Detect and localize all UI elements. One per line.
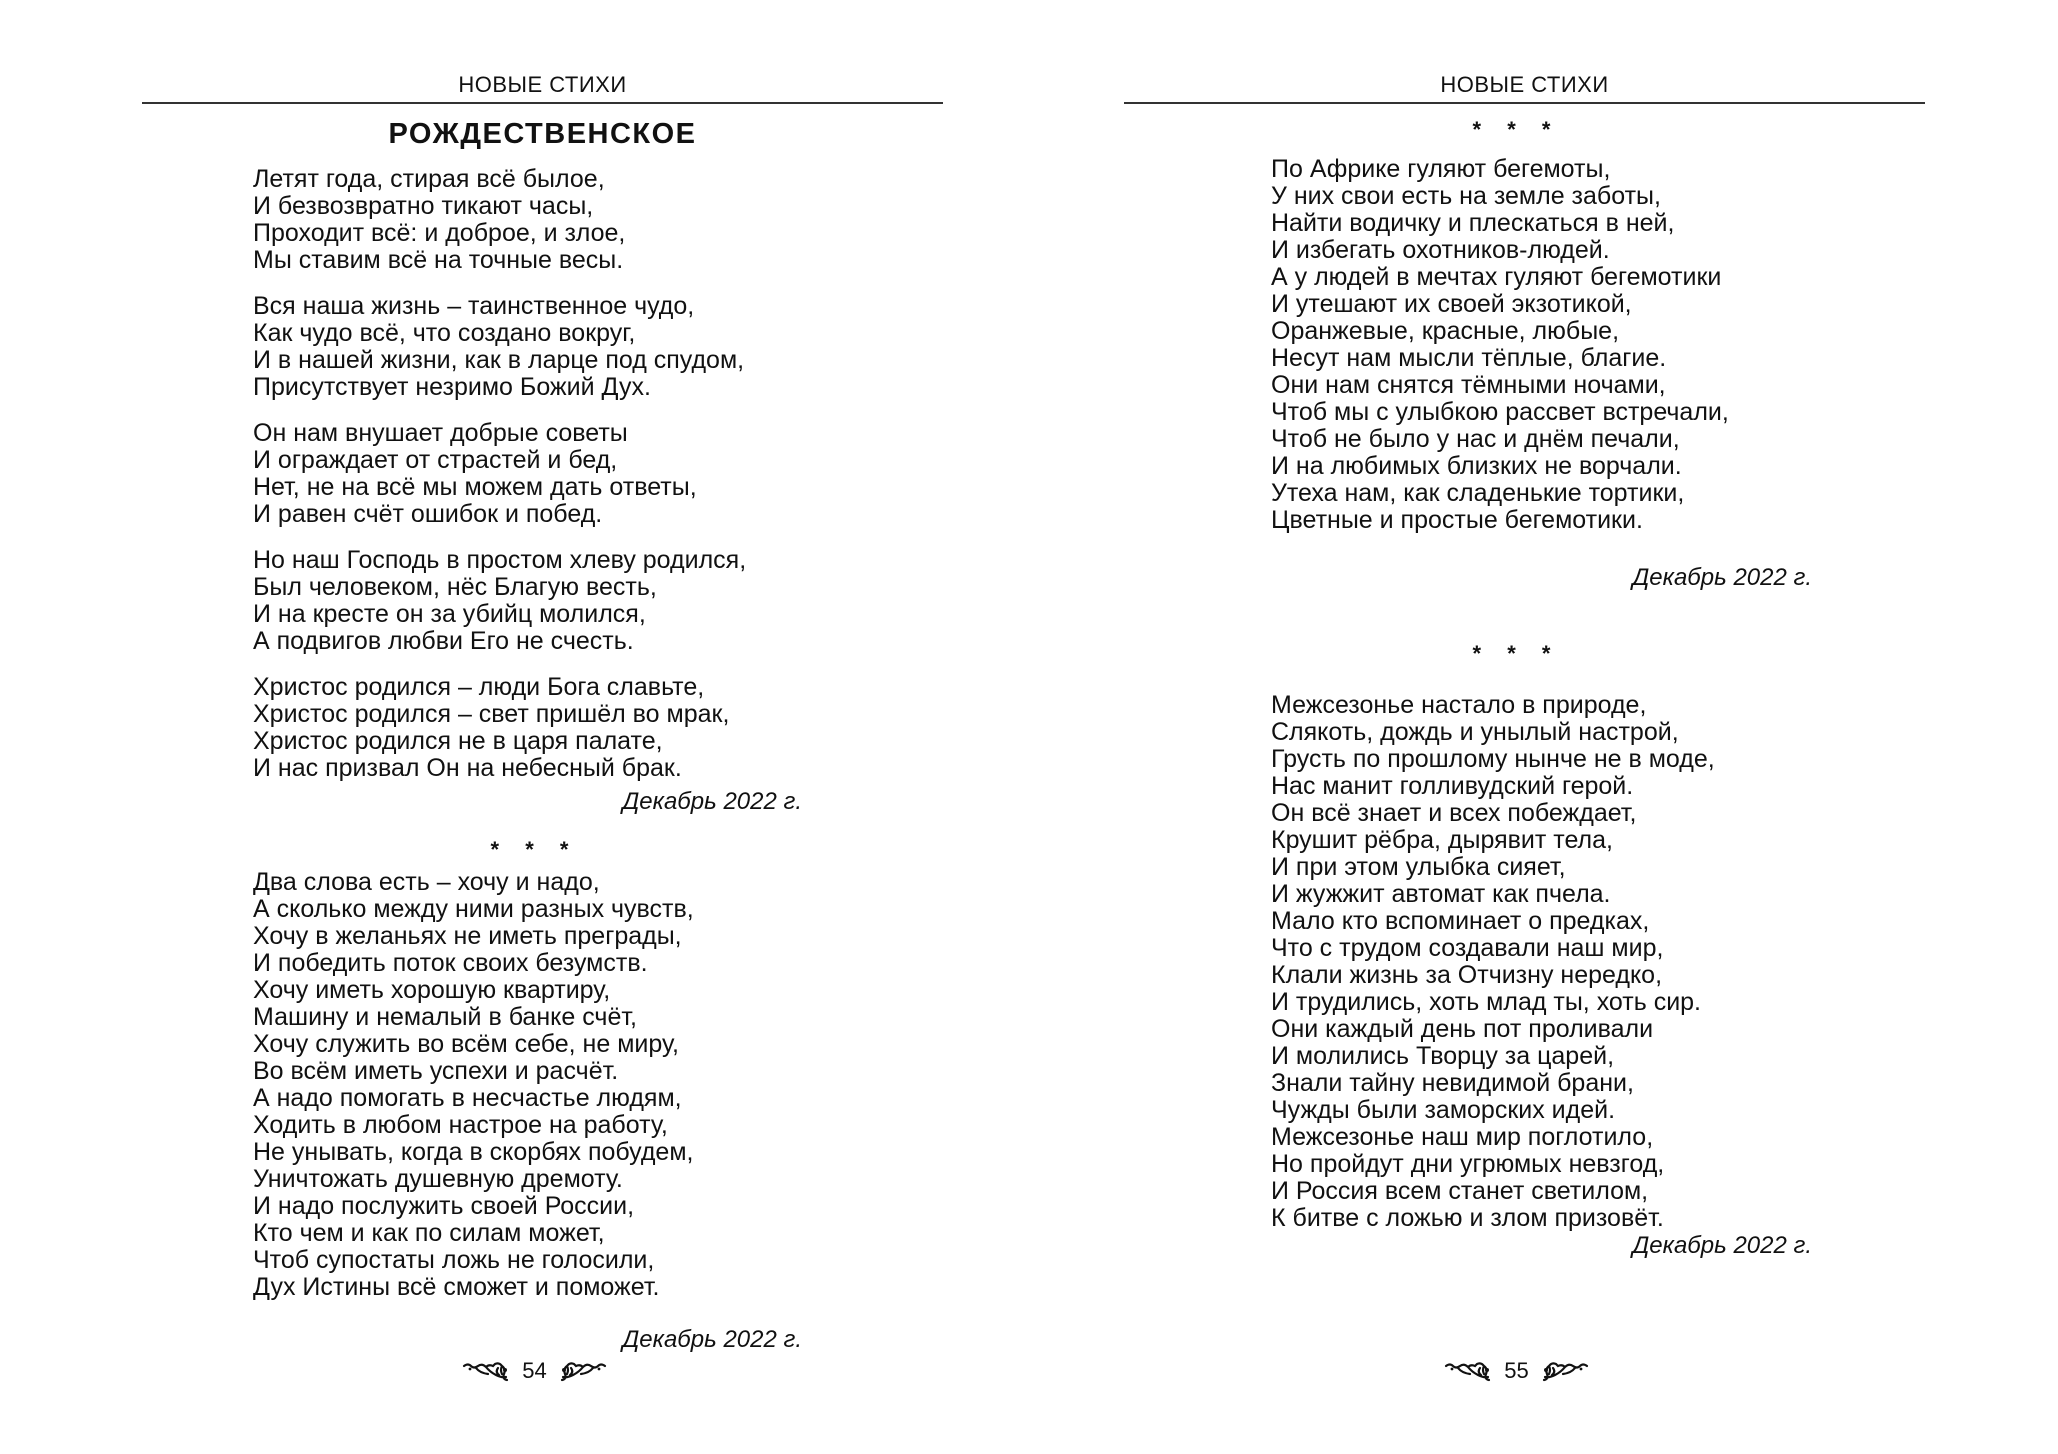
verse-line: И утешают их своей экзотикой, <box>1271 290 1632 318</box>
verse-line: И равен счёт ошибок и побед. <box>253 500 603 528</box>
verse-line: Межсезонье наш мир поглотило, <box>1271 1123 1654 1151</box>
verse-line: Вся наша жизнь – таинственное чудо, <box>253 292 695 320</box>
verse-line: И на кресте он за убийц молился, <box>253 600 646 628</box>
verse-line: И безвозвратно тикают часы, <box>253 192 594 220</box>
section-separator: * * * <box>1472 117 1561 142</box>
verse-line: Христос родился – люди Бога славьте, <box>253 673 705 701</box>
verse-line: Был человеком, нёс Благую весть, <box>253 573 657 601</box>
verse-line: Найти водичку и плескаться в ней, <box>1271 209 1675 237</box>
flourish-ornament-right-icon <box>557 1360 607 1382</box>
verse-line: Присутствует незримо Божий Дух. <box>253 373 651 401</box>
verse-line: Знали тайну невидимой брани, <box>1271 1069 1634 1097</box>
stanza <box>253 674 746 782</box>
header-rule <box>1124 102 1925 104</box>
verse-line: Мы ставим всё на точные весы. <box>253 246 624 274</box>
right-page <box>1124 0 1925 1454</box>
stanza <box>253 293 746 401</box>
flourish-ornament-left-icon <box>462 1360 512 1382</box>
verse-line: Летят года, стирая всё былое, <box>253 165 605 193</box>
flourish-ornament-right-icon <box>1539 1360 1589 1382</box>
verse-line: Ходить в любом настрое на работу, <box>253 1111 668 1139</box>
verse-line: Крушит рёбра, дырявит тела, <box>1271 826 1613 854</box>
verse-line: И жужжит автомат как пчела. <box>1271 880 1611 908</box>
verse-line: Межсезонье настало в природе, <box>1271 691 1647 719</box>
poem-begemoty <box>1271 156 1729 534</box>
poem-date: Декабрь 2022 г. <box>622 788 802 815</box>
verse-line: Хочу служить во всём себе, не миру, <box>253 1030 679 1058</box>
poem-rozhdestvenskoe <box>253 166 746 782</box>
verse-line: И надо послужить своей России, <box>253 1192 635 1220</box>
verse-line: Утеха нам, как сладенькие тортики, <box>1271 479 1685 507</box>
verse-line: Чужды были заморских идей. <box>1271 1096 1616 1124</box>
verse-line: Машину и немалый в банке счёт, <box>253 1003 637 1031</box>
verse-line: Он нам внушает добрые советы <box>253 419 628 447</box>
verse-line: Два слова есть – хочу и надо, <box>253 868 600 896</box>
page-footer <box>1116 1358 1917 1384</box>
verse-line: Оранжевые, красные, любые, <box>1271 317 1620 345</box>
verse-line: По Африке гуляют бегемоты, <box>1271 155 1611 183</box>
verse-line: Христос родился – свет пришёл во мрак, <box>253 700 730 728</box>
verse-line: Хочу в желаньях не иметь преграды, <box>253 922 682 950</box>
flourish-ornament-left-icon <box>1444 1360 1494 1382</box>
verse-line: И при этом улыбка сияет, <box>1271 853 1566 881</box>
header-rule <box>142 102 943 104</box>
verse-line: И избегать охотников-людей. <box>1271 236 1610 264</box>
page-number: 55 <box>1504 1358 1529 1383</box>
verse-line: Но пройдут дни угрюмых невзгод, <box>1271 1150 1665 1178</box>
stanza <box>253 420 746 528</box>
verse-line: Чтоб мы с улыбкою рассвет встречали, <box>1271 398 1729 426</box>
stanza <box>253 547 746 655</box>
poem-date: Декабрь 2022 г. <box>1632 564 1812 591</box>
verse-line: Грусть по прошлому нынче не в моде, <box>1271 745 1715 773</box>
stanza <box>1271 692 1715 1232</box>
verse-line: Нет, не на всё мы можем дать ответы, <box>253 473 697 501</box>
poem-date: Декабрь 2022 г. <box>622 1326 802 1353</box>
verse-line: И в нашей жизни, как в ларце под спудом, <box>253 346 745 374</box>
verse-line: И Россия всем станет светилом, <box>1271 1177 1649 1205</box>
verse-line: А у людей в мечтах гуляют бегемотики <box>1271 263 1722 291</box>
stanza <box>253 166 746 274</box>
running-head: НОВЫЕ СТИХИ <box>1440 72 1609 97</box>
poem-mezhsezonye <box>1271 692 1715 1232</box>
verse-line: Мало кто вспоминает о предках, <box>1271 907 1650 935</box>
verse-line: Но наш Господь в простом хлеву родился, <box>253 546 747 574</box>
verse-line: Как чудо всё, что создано вокруг, <box>253 319 636 347</box>
verse-line: И ограждает от страстей и бед, <box>253 446 618 474</box>
verse-line: Он всё знает и всех побеждает, <box>1271 799 1637 827</box>
verse-line: И победить поток своих безумств. <box>253 949 648 977</box>
running-head: НОВЫЕ СТИХИ <box>458 72 627 97</box>
section-separator: * * * <box>490 837 579 862</box>
verse-line: Цветные и простые бегемотики. <box>1271 506 1643 534</box>
verse-line: Чтоб супостаты ложь не голосили, <box>253 1246 655 1274</box>
verse-line: Проходит всё: и доброе, и злое, <box>253 219 626 247</box>
verse-line: Они каждый день пот проливали <box>1271 1015 1654 1043</box>
left-page <box>142 0 943 1454</box>
verse-line: Кто чем и как по силам может, <box>253 1219 605 1247</box>
verse-line: Не унывать, когда в скорбях побудем, <box>253 1138 694 1166</box>
verse-line: Христос родился не в царя палате, <box>253 727 663 755</box>
verse-line: К битве с ложью и злом призовёт. <box>1271 1204 1664 1232</box>
verse-line: У них свои есть на земле заботы, <box>1271 182 1661 210</box>
verse-line: И на любимых близких не ворчали. <box>1271 452 1682 480</box>
section-separator: * * * <box>1472 641 1561 666</box>
verse-line: Слякоть, дождь и унылый настрой, <box>1271 718 1679 746</box>
verse-line: Во всём иметь успехи и расчёт. <box>253 1057 619 1085</box>
verse-line: А надо помогать в несчастье людям, <box>253 1084 682 1112</box>
verse-line: А сколько между ними разных чувств, <box>253 895 694 923</box>
verse-line: И молились Творцу за царей, <box>1271 1042 1615 1070</box>
stanza <box>253 869 694 1301</box>
poem-dva-slova <box>253 869 694 1301</box>
page-number: 54 <box>522 1358 547 1383</box>
verse-line: Нас манит голливудский герой. <box>1271 772 1634 800</box>
page-footer <box>134 1358 935 1384</box>
verse-line: Несут нам мысли тёплые, благие. <box>1271 344 1667 372</box>
verse-line: Чтоб не было у нас и днём печали, <box>1271 425 1680 453</box>
verse-line: Дух Истины всё сможет и поможет. <box>253 1273 660 1301</box>
verse-line: Уничтожать душевную дремоту. <box>253 1165 623 1193</box>
verse-line: Они нам снятся тёмными ночами, <box>1271 371 1666 399</box>
stanza <box>1271 156 1729 534</box>
verse-line: А подвигов любви Его не счесть. <box>253 627 634 655</box>
verse-line: Что с трудом создавали наш мир, <box>1271 934 1664 962</box>
verse-line: И нас призвал Он на небесный брак. <box>253 754 682 782</box>
poem-title: РОЖДЕСТВЕНСКОЕ <box>388 118 697 150</box>
poem-date: Декабрь 2022 г. <box>1632 1232 1812 1259</box>
verse-line: Клали жизнь за Отчизну нередко, <box>1271 961 1663 989</box>
verse-line: И трудились, хоть млад ты, хоть сир. <box>1271 988 1702 1016</box>
verse-line: Хочу иметь хорошую квартиру, <box>253 976 611 1004</box>
